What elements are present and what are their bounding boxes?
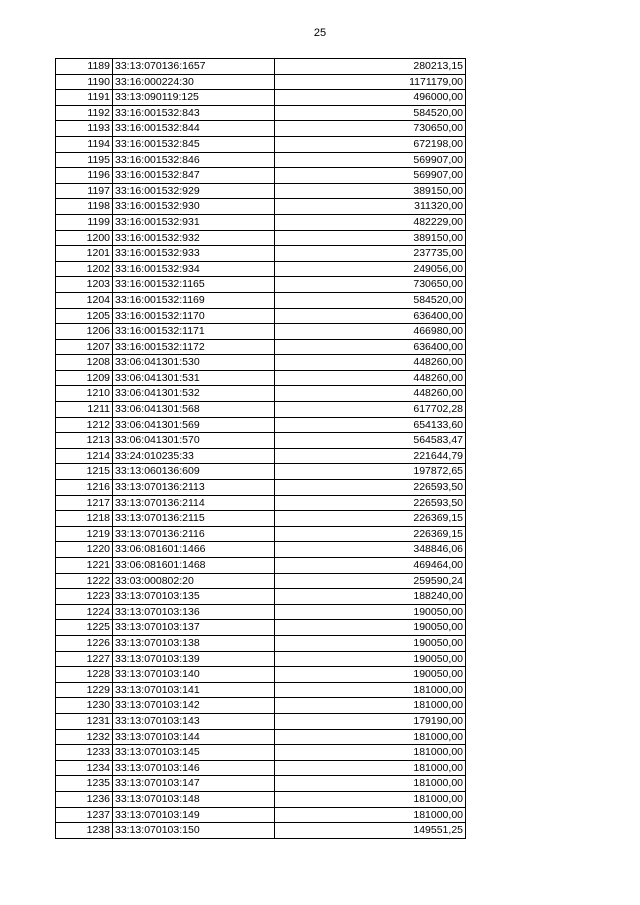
cadastral-value-cell: 469464,00 bbox=[275, 558, 466, 574]
cadastral-value-cell: 197872,65 bbox=[275, 464, 466, 480]
table-row bbox=[56, 183, 466, 199]
table-row bbox=[56, 745, 466, 761]
table-row bbox=[56, 542, 466, 558]
table-row bbox=[56, 495, 466, 511]
table-row bbox=[56, 635, 466, 651]
table-row bbox=[56, 823, 466, 839]
cadastral-value-cell: 237735,00 bbox=[275, 246, 466, 262]
cadastral-number-cell: 33:13:070103:142 bbox=[113, 698, 275, 714]
cadastral-number-cell: 33:16:001532:843 bbox=[113, 105, 275, 121]
cadastral-number-cell: 33:06:041301:531 bbox=[113, 370, 275, 386]
row-number-cell: 1237 bbox=[56, 807, 113, 823]
cadastral-number-cell: 33:13:070103:135 bbox=[113, 589, 275, 605]
row-number-cell: 1222 bbox=[56, 573, 113, 589]
cadastral-value-cell: 569907,00 bbox=[275, 168, 466, 184]
table-row bbox=[56, 74, 466, 90]
cadastral-number-cell: 33:13:070103:141 bbox=[113, 682, 275, 698]
table-row bbox=[56, 261, 466, 277]
row-number-cell: 1189 bbox=[56, 59, 113, 75]
cadastral-value-cell: 226593,50 bbox=[275, 480, 466, 496]
cadastral-number-cell: 33:13:070136:2116 bbox=[113, 526, 275, 542]
row-number-cell: 1226 bbox=[56, 635, 113, 651]
table-row bbox=[56, 729, 466, 745]
table-row bbox=[56, 791, 466, 807]
row-number-cell: 1229 bbox=[56, 682, 113, 698]
cadastral-number-cell: 33:06:081601:1466 bbox=[113, 542, 275, 558]
table-row bbox=[56, 807, 466, 823]
cadastral-value-cell: 179190,00 bbox=[275, 713, 466, 729]
cadastral-number-cell: 33:16:001532:1170 bbox=[113, 308, 275, 324]
cadastral-number-cell: 33:13:070103:139 bbox=[113, 651, 275, 667]
cadastral-number-cell: 33:13:070103:143 bbox=[113, 713, 275, 729]
cadastral-value-cell: 190050,00 bbox=[275, 635, 466, 651]
row-number-cell: 1199 bbox=[56, 214, 113, 230]
cadastral-number-cell: 33:06:081601:1468 bbox=[113, 558, 275, 574]
row-number-cell: 1203 bbox=[56, 277, 113, 293]
table-row bbox=[56, 589, 466, 605]
table-row bbox=[56, 620, 466, 636]
row-number-cell: 1233 bbox=[56, 745, 113, 761]
table-row bbox=[56, 230, 466, 246]
cadastral-number-cell: 33:16:001532:931 bbox=[113, 214, 275, 230]
cadastral-value-cell: 190050,00 bbox=[275, 651, 466, 667]
cadastral-number-cell: 33:16:001532:930 bbox=[113, 199, 275, 215]
row-number-cell: 1238 bbox=[56, 823, 113, 839]
table-row bbox=[56, 760, 466, 776]
cadastral-value-cell: 654133,60 bbox=[275, 417, 466, 433]
cadastral-value-cell: 181000,00 bbox=[275, 745, 466, 761]
cadastral-number-cell: 33:06:041301:530 bbox=[113, 355, 275, 371]
row-number-cell: 1207 bbox=[56, 339, 113, 355]
cadastral-number-cell: 33:16:001532:845 bbox=[113, 136, 275, 152]
cadastral-value-cell: 181000,00 bbox=[275, 698, 466, 714]
table-row bbox=[56, 168, 466, 184]
row-number-cell: 1208 bbox=[56, 355, 113, 371]
table-row bbox=[56, 105, 466, 121]
cadastral-value-cell: 311320,00 bbox=[275, 199, 466, 215]
cadastral-value-cell: 1171179,00 bbox=[275, 74, 466, 90]
cadastral-number-cell: 33:16:001532:934 bbox=[113, 261, 275, 277]
table-row bbox=[56, 558, 466, 574]
table-row bbox=[56, 402, 466, 418]
table-row bbox=[56, 199, 466, 215]
cadastral-value-cell: 730650,00 bbox=[275, 277, 466, 293]
cadastral-number-cell: 33:13:070103:150 bbox=[113, 823, 275, 839]
cadastral-number-cell: 33:16:001532:844 bbox=[113, 121, 275, 137]
cadastral-value-cell: 181000,00 bbox=[275, 760, 466, 776]
table-row bbox=[56, 526, 466, 542]
table-row bbox=[56, 214, 466, 230]
row-number-cell: 1200 bbox=[56, 230, 113, 246]
cadastral-number-cell: 33:13:070103:140 bbox=[113, 667, 275, 683]
table-row bbox=[56, 277, 466, 293]
table-row bbox=[56, 59, 466, 75]
cadastral-value-cell: 181000,00 bbox=[275, 729, 466, 745]
cadastral-number-cell: 33:16:001532:846 bbox=[113, 152, 275, 168]
table-row bbox=[56, 511, 466, 527]
cadastral-value-cell: 221644,79 bbox=[275, 448, 466, 464]
cadastral-number-cell: 33:13:070103:147 bbox=[113, 776, 275, 792]
cadastral-value-cell: 584520,00 bbox=[275, 292, 466, 308]
row-number-cell: 1231 bbox=[56, 713, 113, 729]
row-number-cell: 1227 bbox=[56, 651, 113, 667]
table-row bbox=[56, 448, 466, 464]
table-row bbox=[56, 339, 466, 355]
table-row bbox=[56, 667, 466, 683]
row-number-cell: 1219 bbox=[56, 526, 113, 542]
cadastral-value-cell: 226593,50 bbox=[275, 495, 466, 511]
cadastral-number-cell: 33:16:001532:1169 bbox=[113, 292, 275, 308]
cadastral-value-cell: 280213,15 bbox=[275, 59, 466, 75]
cadastral-number-cell: 33:13:070103:144 bbox=[113, 729, 275, 745]
cadastral-value-cell: 188240,00 bbox=[275, 589, 466, 605]
cadastral-value-cell: 348846,06 bbox=[275, 542, 466, 558]
table-row bbox=[56, 90, 466, 106]
cadastral-value-cell: 389150,00 bbox=[275, 183, 466, 199]
cadastral-value-cell: 636400,00 bbox=[275, 339, 466, 355]
cadastral-number-cell: 33:16:001532:1165 bbox=[113, 277, 275, 293]
cadastral-number-cell: 33:06:041301:570 bbox=[113, 433, 275, 449]
row-number-cell: 1196 bbox=[56, 168, 113, 184]
table-row bbox=[56, 651, 466, 667]
cadastral-value-cell: 466980,00 bbox=[275, 324, 466, 340]
cadastral-number-cell: 33:16:001532:1172 bbox=[113, 339, 275, 355]
row-number-cell: 1232 bbox=[56, 729, 113, 745]
cadastral-number-cell: 33:13:070103:138 bbox=[113, 635, 275, 651]
row-number-cell: 1197 bbox=[56, 183, 113, 199]
cadastral-number-cell: 33:24:010235:33 bbox=[113, 448, 275, 464]
table-row bbox=[56, 136, 466, 152]
row-number-cell: 1218 bbox=[56, 511, 113, 527]
cadastral-number-cell: 33:16:001532:932 bbox=[113, 230, 275, 246]
row-number-cell: 1193 bbox=[56, 121, 113, 137]
table-row bbox=[56, 698, 466, 714]
row-number-cell: 1192 bbox=[56, 105, 113, 121]
cadastral-value-cell: 730650,00 bbox=[275, 121, 466, 137]
cadastral-number-cell: 33:06:041301:569 bbox=[113, 417, 275, 433]
cadastral-value-cell: 482229,00 bbox=[275, 214, 466, 230]
cadastral-number-cell: 33:16:001532:847 bbox=[113, 168, 275, 184]
row-number-cell: 1235 bbox=[56, 776, 113, 792]
cadastral-value-table bbox=[55, 58, 466, 839]
cadastral-value-cell: 181000,00 bbox=[275, 776, 466, 792]
row-number-cell: 1209 bbox=[56, 370, 113, 386]
cadastral-value-cell: 496000,00 bbox=[275, 90, 466, 106]
table-row bbox=[56, 308, 466, 324]
cadastral-number-cell: 33:03:000802:20 bbox=[113, 573, 275, 589]
row-number-cell: 1224 bbox=[56, 604, 113, 620]
row-number-cell: 1225 bbox=[56, 620, 113, 636]
cadastral-value-cell: 584520,00 bbox=[275, 105, 466, 121]
table-row bbox=[56, 355, 466, 371]
table-row bbox=[56, 121, 466, 137]
row-number-cell: 1190 bbox=[56, 74, 113, 90]
cadastral-value-cell: 389150,00 bbox=[275, 230, 466, 246]
cadastral-value-cell: 448260,00 bbox=[275, 386, 466, 402]
page-number: 25 bbox=[313, 27, 327, 39]
table-row bbox=[56, 386, 466, 402]
cadastral-value-cell: 181000,00 bbox=[275, 682, 466, 698]
table-row bbox=[56, 604, 466, 620]
cadastral-value-cell: 672198,00 bbox=[275, 136, 466, 152]
row-number-cell: 1215 bbox=[56, 464, 113, 480]
cadastral-number-cell: 33:13:070136:1657 bbox=[113, 59, 275, 75]
row-number-cell: 1236 bbox=[56, 791, 113, 807]
row-number-cell: 1202 bbox=[56, 261, 113, 277]
row-number-cell: 1223 bbox=[56, 589, 113, 605]
table-row bbox=[56, 370, 466, 386]
table-row bbox=[56, 713, 466, 729]
table-row bbox=[56, 152, 466, 168]
cadastral-number-cell: 33:13:070103:149 bbox=[113, 807, 275, 823]
row-number-cell: 1210 bbox=[56, 386, 113, 402]
row-number-cell: 1216 bbox=[56, 480, 113, 496]
table-body bbox=[56, 59, 466, 839]
table-row bbox=[56, 433, 466, 449]
table-row bbox=[56, 573, 466, 589]
cadastral-number-cell: 33:16:000224:30 bbox=[113, 74, 275, 90]
cadastral-value-cell: 226369,15 bbox=[275, 526, 466, 542]
row-number-cell: 1214 bbox=[56, 448, 113, 464]
row-number-cell: 1195 bbox=[56, 152, 113, 168]
cadastral-number-cell: 33:13:070103:136 bbox=[113, 604, 275, 620]
cadastral-number-cell: 33:06:041301:532 bbox=[113, 386, 275, 402]
cadastral-number-cell: 33:06:041301:568 bbox=[113, 402, 275, 418]
cadastral-value-cell: 569907,00 bbox=[275, 152, 466, 168]
row-number-cell: 1191 bbox=[56, 90, 113, 106]
cadastral-number-cell: 33:16:001532:1171 bbox=[113, 324, 275, 340]
table-row bbox=[56, 324, 466, 340]
row-number-cell: 1234 bbox=[56, 760, 113, 776]
row-number-cell: 1201 bbox=[56, 246, 113, 262]
cadastral-number-cell: 33:16:001532:933 bbox=[113, 246, 275, 262]
cadastral-number-cell: 33:13:070103:146 bbox=[113, 760, 275, 776]
row-number-cell: 1230 bbox=[56, 698, 113, 714]
cadastral-number-cell: 33:13:090119:125 bbox=[113, 90, 275, 106]
row-number-cell: 1220 bbox=[56, 542, 113, 558]
row-number-cell: 1211 bbox=[56, 402, 113, 418]
cadastral-number-cell: 33:13:070103:145 bbox=[113, 745, 275, 761]
cadastral-value-cell: 181000,00 bbox=[275, 807, 466, 823]
table-row bbox=[56, 292, 466, 308]
row-number-cell: 1206 bbox=[56, 324, 113, 340]
row-number-cell: 1194 bbox=[56, 136, 113, 152]
table-row bbox=[56, 682, 466, 698]
cadastral-number-cell: 33:13:070136:2115 bbox=[113, 511, 275, 527]
cadastral-value-cell: 259590,24 bbox=[275, 573, 466, 589]
cadastral-value-cell: 190050,00 bbox=[275, 667, 466, 683]
cadastral-value-cell: 149551,25 bbox=[275, 823, 466, 839]
row-number-cell: 1221 bbox=[56, 558, 113, 574]
cadastral-value-cell: 448260,00 bbox=[275, 355, 466, 371]
row-number-cell: 1213 bbox=[56, 433, 113, 449]
row-number-cell: 1228 bbox=[56, 667, 113, 683]
cadastral-value-cell: 181000,00 bbox=[275, 791, 466, 807]
cadastral-number-cell: 33:13:070103:148 bbox=[113, 791, 275, 807]
table-row bbox=[56, 464, 466, 480]
cadastral-value-cell: 448260,00 bbox=[275, 370, 466, 386]
row-number-cell: 1205 bbox=[56, 308, 113, 324]
row-number-cell: 1198 bbox=[56, 199, 113, 215]
cadastral-value-cell: 226369,15 bbox=[275, 511, 466, 527]
cadastral-number-cell: 33:16:001532:929 bbox=[113, 183, 275, 199]
table-row bbox=[56, 776, 466, 792]
cadastral-value-cell: 249056,00 bbox=[275, 261, 466, 277]
row-number-cell: 1217 bbox=[56, 495, 113, 511]
cadastral-number-cell: 33:13:070103:137 bbox=[113, 620, 275, 636]
cadastral-value-cell: 617702,28 bbox=[275, 402, 466, 418]
row-number-cell: 1212 bbox=[56, 417, 113, 433]
cadastral-number-cell: 33:13:060136:609 bbox=[113, 464, 275, 480]
cadastral-value-cell: 190050,00 bbox=[275, 604, 466, 620]
cadastral-value-cell: 636400,00 bbox=[275, 308, 466, 324]
row-number-cell: 1204 bbox=[56, 292, 113, 308]
cadastral-value-cell: 190050,00 bbox=[275, 620, 466, 636]
table-row bbox=[56, 417, 466, 433]
table-row bbox=[56, 480, 466, 496]
cadastral-number-cell: 33:13:070136:2113 bbox=[113, 480, 275, 496]
table-row bbox=[56, 246, 466, 262]
cadastral-value-cell: 564583,47 bbox=[275, 433, 466, 449]
cadastral-number-cell: 33:13:070136:2114 bbox=[113, 495, 275, 511]
